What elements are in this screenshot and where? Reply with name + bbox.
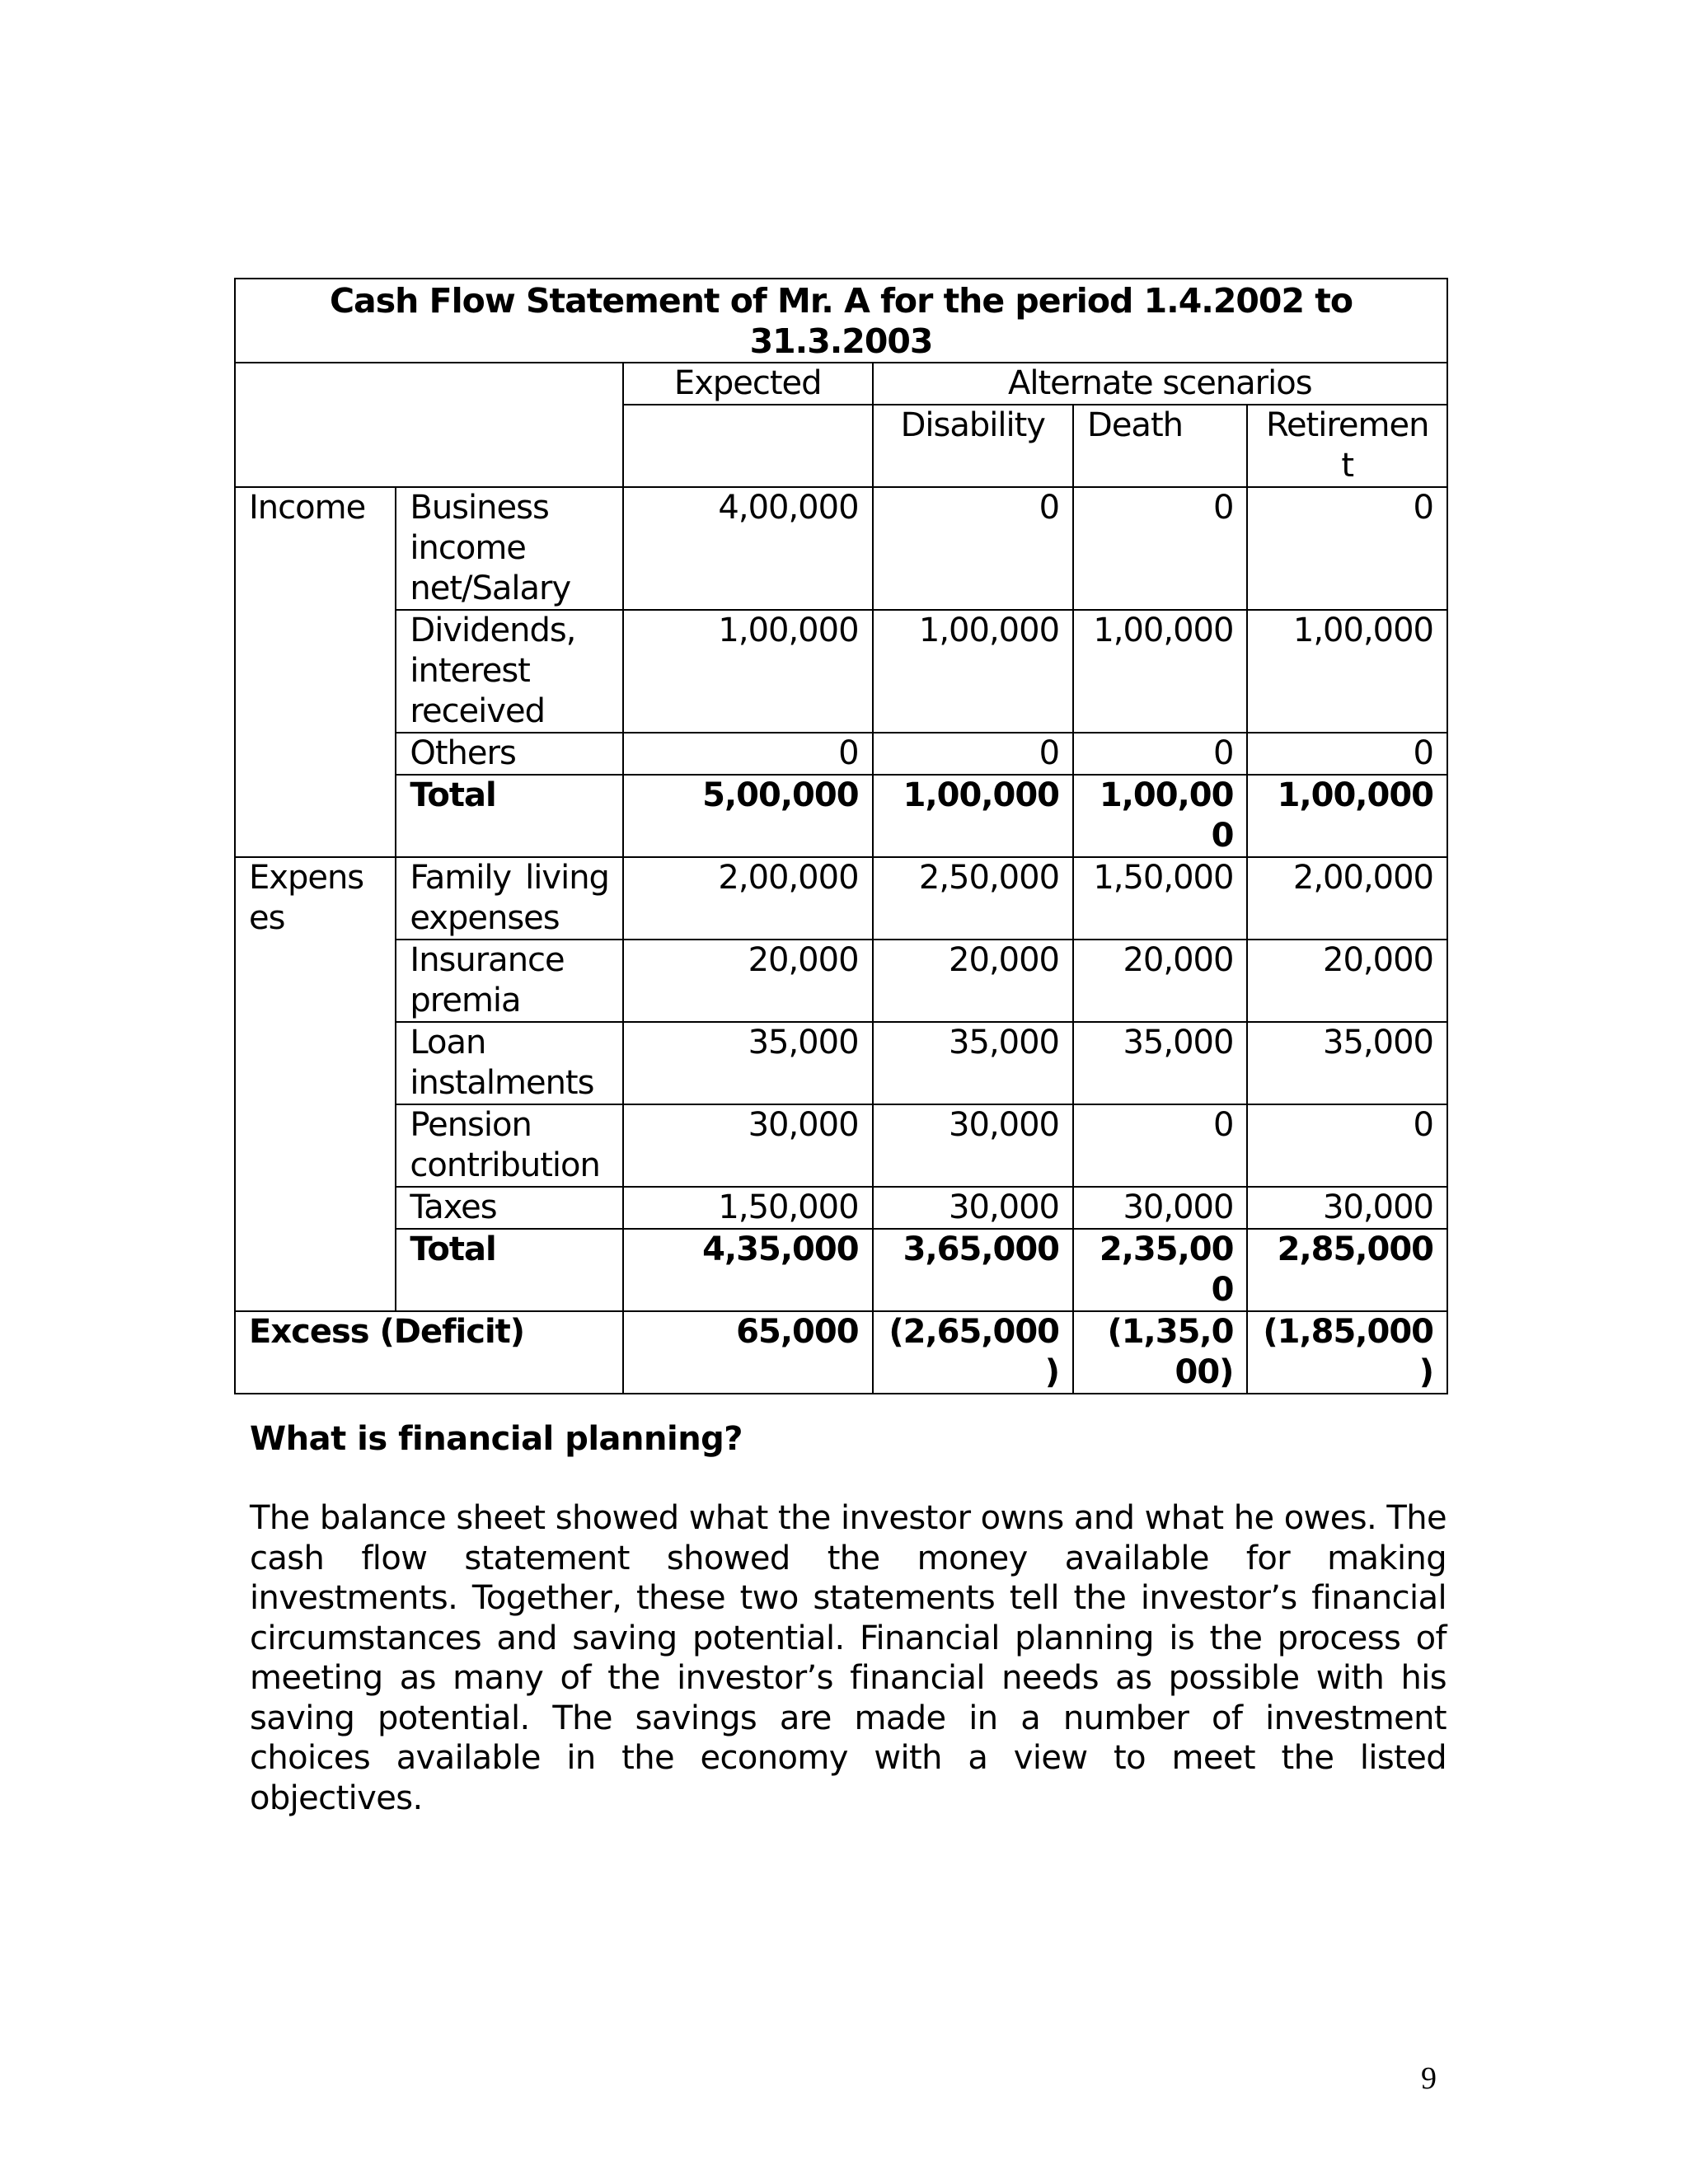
cell-value: 20,000 <box>623 940 873 1022</box>
header-disability: Disability <box>873 405 1073 487</box>
cell-value: 3,65,000 <box>873 1229 1073 1311</box>
table-row <box>235 1187 1447 1229</box>
header-death: Death <box>1073 405 1247 487</box>
cell-value: 1,50,000 <box>623 1187 873 1229</box>
row-label: Dividends, interest received <box>396 610 623 733</box>
cell-value: 0 <box>873 487 1073 610</box>
table-row <box>235 1022 1447 1104</box>
cell-value: 4,35,000 <box>623 1229 873 1311</box>
header-expected: Expected <box>623 363 873 405</box>
header-expected-blank <box>623 405 873 487</box>
cell-value: 0 <box>1247 733 1447 775</box>
income-group-label: Income <box>235 487 396 857</box>
cell-value: (1,85,000) <box>1247 1311 1447 1394</box>
cell-value: 65,000 <box>623 1311 873 1394</box>
cash-flow-table <box>234 278 1448 1394</box>
cell-value: 0 <box>873 733 1073 775</box>
excess-deficit-label: Excess (Deficit) <box>235 1311 623 1394</box>
cell-value: 35,000 <box>1073 1022 1247 1104</box>
cell-value: 20,000 <box>1073 940 1247 1022</box>
page-number: 9 <box>1421 2061 1437 2096</box>
cell-value: 1,00,000 <box>1247 775 1447 857</box>
row-label: Insurance premia <box>396 940 623 1022</box>
row-label: Others <box>396 733 623 775</box>
cell-value: 1,50,000 <box>1073 857 1247 940</box>
cell-value: 20,000 <box>873 940 1073 1022</box>
cell-value: 0 <box>1073 733 1247 775</box>
body-paragraph: The balance sheet showed what the investor owns and what he owes. The cash flow statement showed the money available for making investments. Together, these two statements tell the investor’s financial circumstances and saving potential. Financial planning is the process of meeting as many of the investor’s financial needs as possible with his saving potential. The savings are made in a number of investment choices available in the economy with a view to meet the listed objectives. <box>250 1499 1447 1817</box>
cell-value: 30,000 <box>1073 1187 1247 1229</box>
cell-value: 2,00,000 <box>623 857 873 940</box>
cell-value: 1,00,000 <box>1073 775 1247 857</box>
cell-value: 20,000 <box>1247 940 1447 1022</box>
table-row <box>235 857 1447 940</box>
table-row <box>235 775 1447 857</box>
cell-value: 0 <box>623 733 873 775</box>
cell-value: 1,00,000 <box>623 610 873 733</box>
table-row <box>235 1229 1447 1311</box>
cell-value: 30,000 <box>623 1104 873 1187</box>
cell-value: 35,000 <box>873 1022 1073 1104</box>
row-label: Business income net/Salary <box>396 487 623 610</box>
cell-value: 5,00,000 <box>623 775 873 857</box>
table-row <box>235 1311 1447 1394</box>
cell-value: 2,50,000 <box>873 857 1073 940</box>
cell-value: 35,000 <box>1247 1022 1447 1104</box>
row-label: Taxes <box>396 1187 623 1229</box>
table-row <box>235 733 1447 775</box>
cell-value: 0 <box>1247 1104 1447 1187</box>
table-row <box>235 610 1447 733</box>
expenses-group-label: Expenses <box>235 857 396 1311</box>
cell-value: 30,000 <box>873 1187 1073 1229</box>
cell-value: 2,35,000 <box>1073 1229 1247 1311</box>
cell-value: 1,00,000 <box>873 610 1073 733</box>
row-label: Loan instalments <box>396 1022 623 1104</box>
expenses-total-label: Total <box>396 1229 623 1311</box>
cell-value: (1,35,000) <box>1073 1311 1247 1394</box>
row-label: Family living expenses <box>396 857 623 940</box>
cell-value: 4,00,000 <box>623 487 873 610</box>
income-total-label: Total <box>396 775 623 857</box>
table-row <box>235 487 1447 610</box>
cell-value: 2,85,000 <box>1247 1229 1447 1311</box>
table-row <box>235 940 1447 1022</box>
cell-value: 1,00,000 <box>1073 610 1247 733</box>
cell-value: 1,00,000 <box>1247 610 1447 733</box>
row-label: Pension contribution <box>396 1104 623 1187</box>
header-alternate-scenarios: Alternate scenarios <box>873 363 1447 405</box>
cell-value: 0 <box>1073 1104 1247 1187</box>
table-title: Cash Flow Statement of Mr. A for the period 1.4.2002 to 31.3.2003 <box>235 279 1447 363</box>
cell-value: 2,00,000 <box>1247 857 1447 940</box>
section-heading: What is financial planning? <box>250 1420 743 1458</box>
cell-value: 30,000 <box>873 1104 1073 1187</box>
cell-value: 30,000 <box>1247 1187 1447 1229</box>
cell-value: 0 <box>1247 487 1447 610</box>
header-blank-cell <box>235 363 623 487</box>
header-retirement: Retirement <box>1247 405 1447 487</box>
cell-value: (2,65,000) <box>873 1311 1073 1394</box>
table-row <box>235 1104 1447 1187</box>
cell-value: 35,000 <box>623 1022 873 1104</box>
cell-value: 0 <box>1073 487 1247 610</box>
cell-value: 1,00,000 <box>873 775 1073 857</box>
